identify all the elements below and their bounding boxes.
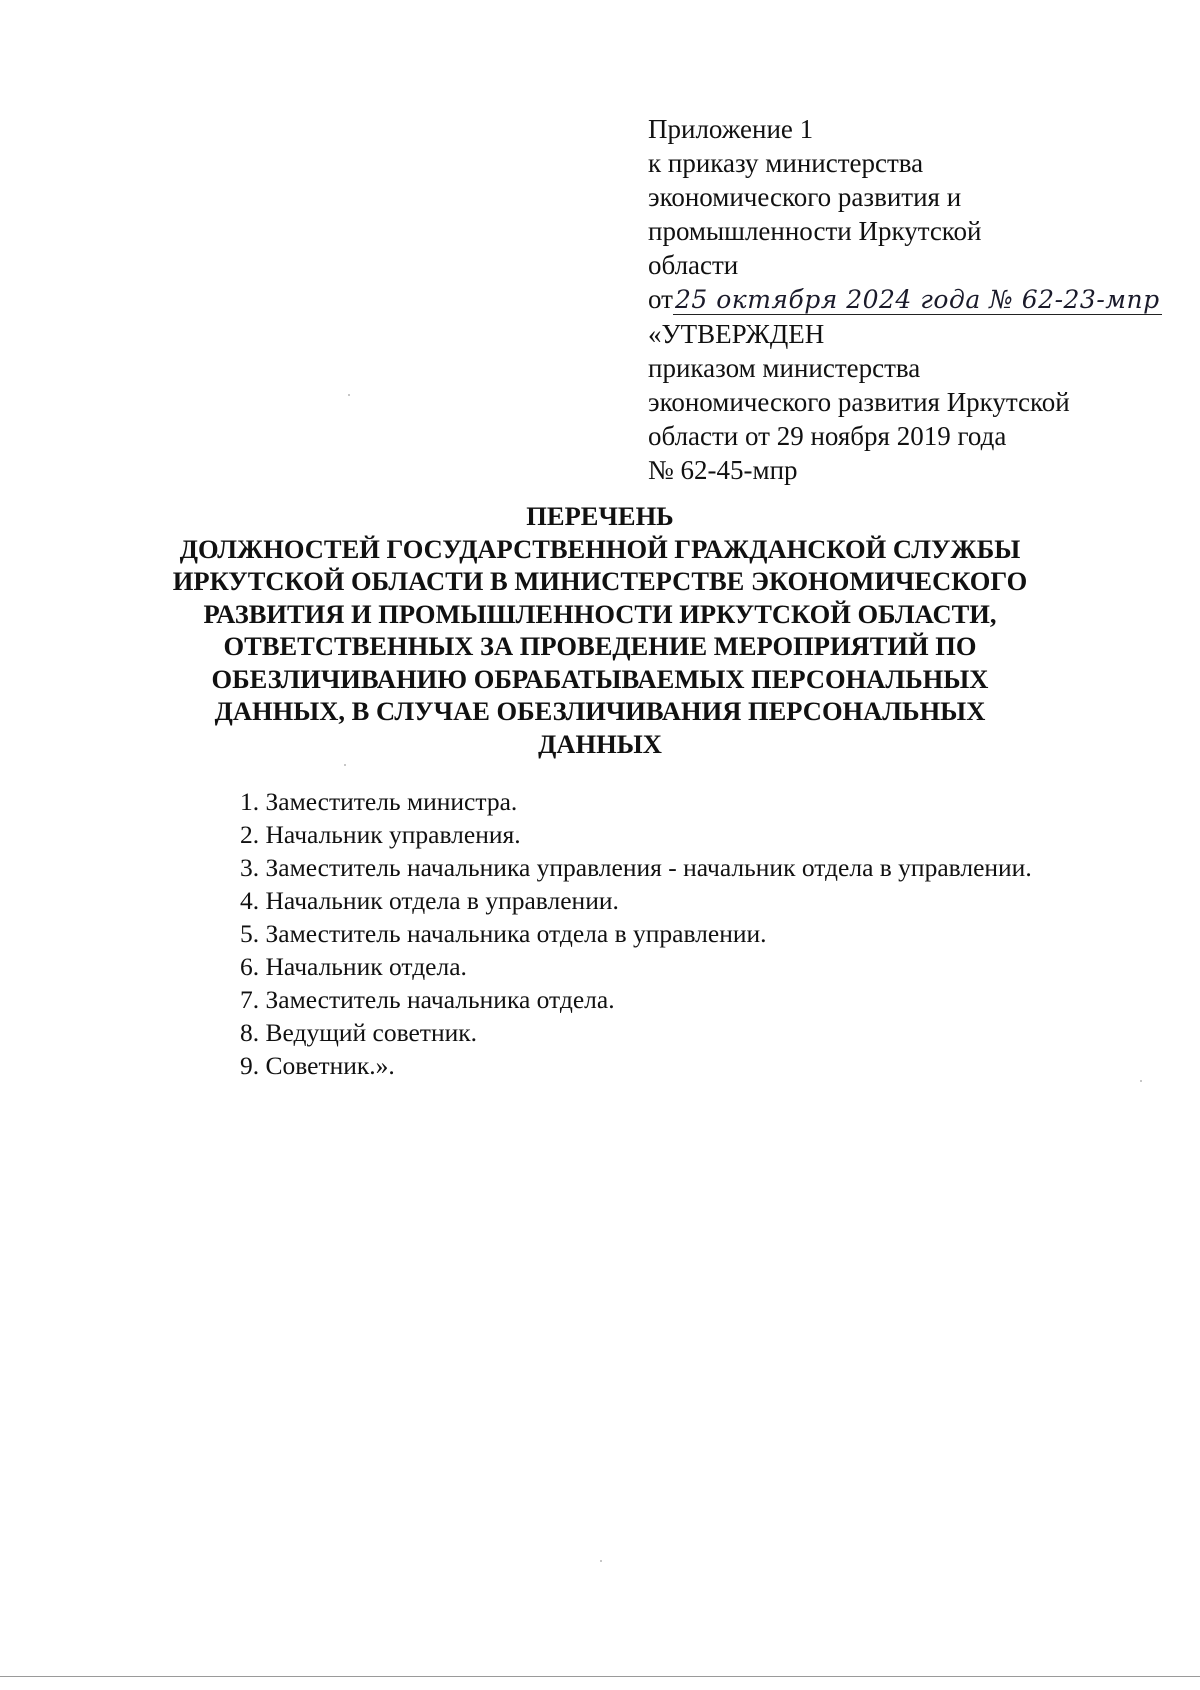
list-item bbox=[240, 1016, 1032, 1049]
approval-line: области от 29 ноября 2019 года bbox=[648, 421, 1007, 451]
appendix-line: Приложение 1 bbox=[648, 114, 814, 144]
list-item-text: Заместитель начальника управления - начальник отдела в управлении. bbox=[265, 853, 1032, 882]
approval-line: экономического развития Иркутской bbox=[648, 387, 1070, 417]
list-item-text: Советник.». bbox=[265, 1051, 395, 1080]
list-item bbox=[240, 785, 1032, 818]
document-title bbox=[150, 500, 1050, 760]
title-line: ОТВЕТСТВЕННЫХ ЗА ПРОВЕДЕНИЕ МЕРОПРИЯТИЙ ПО bbox=[223, 631, 977, 661]
list-item bbox=[240, 818, 1032, 851]
scan-edge-line bbox=[0, 1676, 1200, 1677]
list-item-number: 8. bbox=[240, 1018, 260, 1047]
title-line: ДОЛЖНОСТЕЙ ГОСУДАРСТВЕННОЙ ГРАЖДАНСКОЙ СЛУЖБЫ bbox=[179, 533, 1021, 564]
scan-speck bbox=[344, 764, 346, 766]
list-item bbox=[240, 950, 1032, 983]
appendix-line: экономического развития и bbox=[648, 182, 962, 212]
scan-speck bbox=[1140, 1080, 1142, 1082]
list-item-number: 1. bbox=[240, 787, 260, 816]
title-line: РАЗВИТИЯ И ПРОМЫШЛЕННОСТИ ИРКУТСКОЙ ОБЛАСТИ, bbox=[203, 598, 997, 629]
list-item-text: Заместитель начальника отдела. bbox=[265, 985, 615, 1014]
title-line: ДАННЫХ, В СЛУЧАЕ ОБЕЗЛИЧИВАНИЯ ПЕРСОНАЛЬНЫХ bbox=[214, 696, 986, 726]
list-item-text: Начальник отдела. bbox=[265, 952, 467, 981]
list-item bbox=[240, 884, 1032, 917]
scan-speck bbox=[348, 394, 350, 396]
list-item-number: 2. bbox=[240, 820, 260, 849]
title-line: ПЕРЕЧЕНЬ bbox=[526, 501, 674, 531]
handwritten-date: 25 октября 2024 года № 62-23-мпр bbox=[674, 285, 1160, 314]
list-item-text: Начальник управления. bbox=[265, 820, 521, 849]
date-prefix: от bbox=[648, 284, 673, 314]
approval-line: № 62-45-мпр bbox=[648, 455, 798, 485]
list-item bbox=[240, 917, 1032, 950]
title-line: ИРКУТСКОЙ ОБЛАСТИ В МИНИСТЕРСТВЕ ЭКОНОМИЧЕСКОГО bbox=[172, 566, 1028, 596]
list-item-number: 5. bbox=[240, 919, 260, 948]
list-item-number: 4. bbox=[240, 886, 260, 915]
appendix-line: к приказу министерства bbox=[648, 148, 924, 178]
list-item-text: Заместитель министра. bbox=[265, 787, 518, 816]
list-item-number: 6. bbox=[240, 952, 260, 981]
list-item bbox=[240, 1049, 1032, 1082]
approval-line: приказом министерства bbox=[648, 353, 921, 383]
order-date-line bbox=[648, 282, 1168, 317]
list-item bbox=[240, 851, 1032, 884]
appendix-line: области bbox=[648, 250, 739, 280]
scan-speck bbox=[600, 1560, 602, 1562]
list-item-text: Заместитель начальника отдела в управлении. bbox=[265, 919, 767, 948]
list-item-text: Начальник отдела в управлении. bbox=[265, 886, 619, 915]
approval-line: «УТВЕРЖДЕН bbox=[648, 319, 825, 349]
list-item-number: 9. bbox=[240, 1051, 260, 1080]
appendix-block bbox=[648, 112, 1168, 487]
list-item-number: 7. bbox=[240, 985, 260, 1014]
title-line: ОБЕЗЛИЧИВАНИЮ ОБРАБАТЫВАЕМЫХ ПЕРСОНАЛЬНЫХ bbox=[211, 663, 989, 694]
title-line: ДАННЫХ bbox=[538, 728, 662, 759]
list-item-text: Ведущий советник. bbox=[265, 1018, 477, 1047]
positions-list bbox=[240, 785, 1032, 1082]
appendix-line: промышленности Иркутской bbox=[648, 216, 982, 246]
list-item-number: 3. bbox=[240, 853, 260, 882]
list-item bbox=[240, 983, 1032, 1016]
